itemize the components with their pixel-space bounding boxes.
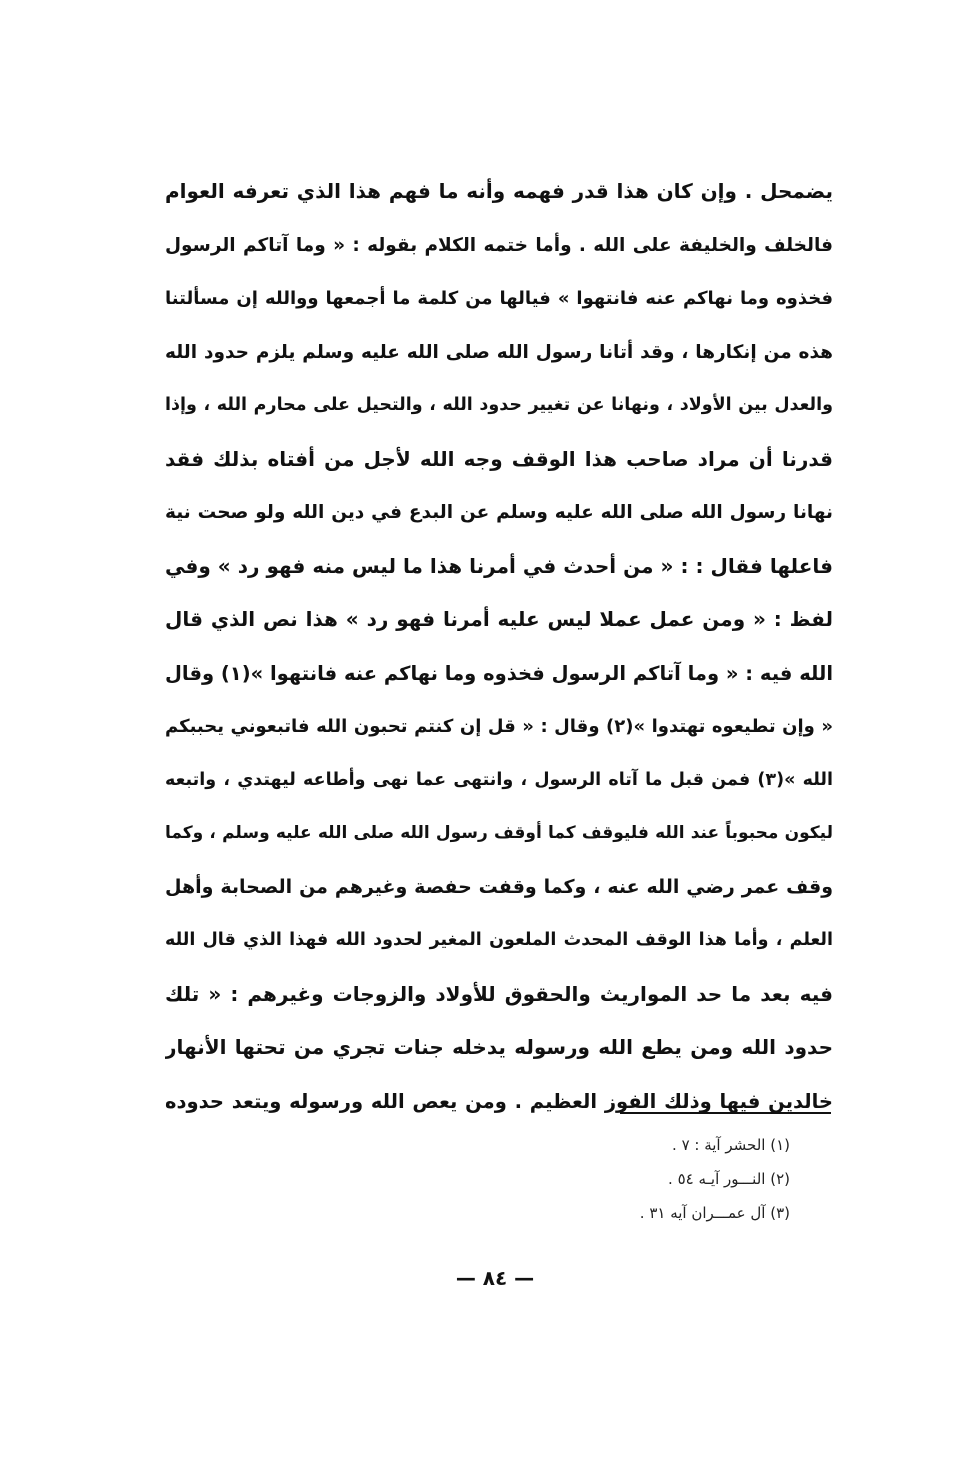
text-line: والعدل بين الأولاد ، ونهانا عن تغيير حدود الله ، والتحيل على محارم الله ، وإذا xyxy=(165,395,833,415)
page-number: — ٨٤ — xyxy=(455,1266,535,1290)
text-line: ليكون محبوباً عند الله فليوقف كما أوقف رسول الله صلى الله عليه وسلم ، وكما xyxy=(165,823,833,843)
footnote-1: (١) الحشر آية : ٧ . xyxy=(672,1136,790,1154)
text-line: خالدين فيها وذلك الفوز العظيم . ومن يعص الله ورسوله ويتعد حدوده xyxy=(165,1089,833,1113)
text-line: فالخلف والخليفة على الله . وأما ختمه الكلام بقوله : « وما آتاكم الرسول xyxy=(165,234,833,256)
text-line: وقف عمر رضي الله عنه ، وكما وقفت حفصة وغيرهم من الصحابة وأهل xyxy=(165,875,833,898)
text-line: العلم ، وأما هذا الوقف المحدث الملعون المغير لحدود الله فهذا الذي قال الله xyxy=(165,930,833,950)
text-line: حدود الله ومن يطع الله ورسوله يدخله جنات تجري من تحتها الأنهار xyxy=(165,1035,833,1059)
footnote-separator xyxy=(620,1112,831,1114)
text-line: لفظ : « ومن عمل عملا ليس عليه أمرنا فهو رد » هذا نص الذي قال xyxy=(165,607,833,631)
footnote-2: (٢) النـــور آيـه ٥٤ . xyxy=(668,1170,790,1188)
text-line: نهانا رسول الله صلى الله عليه وسلم عن البدع في دين الله ولو صحت نية xyxy=(165,502,833,523)
text-line: يضمحل . وإن كان هذا قدر فهمه وأنه ما فهم هذا الذي تعرفه العوام xyxy=(165,179,833,203)
text-line: قدرنا أن مراد صاحب هذا الوقف وجه الله لأجل من أفتاه بذلك فقد xyxy=(165,446,833,471)
footnote-3: (٣) آل عمـــران آيه ٣١ . xyxy=(639,1204,790,1222)
text-line: فاعلها فقال : : « من أحدث في أمرنا هذا ما ليس منه فهو رد » وفي xyxy=(165,553,833,578)
text-line: الله »(٣) فمن قبل ما آتاه الرسول ، وانتهى عما نهى وأطاعه ليهتدي ، واتبعه xyxy=(165,769,833,790)
text-line: فخذوه وما نهاكم عنه فانتهوا » فيالها من كلمة ما أجمعها ووالله إن مسألتنا xyxy=(165,288,833,309)
footnotes xyxy=(520,1128,790,1230)
text-line: فيه بعد ما حد المواريث والحقوق للأولاد والزوجات وغيرهم : « تلك xyxy=(165,981,833,1006)
text-line: الله فيه : « وما آتاكم الرسول فخذوه وما نهاكم عنه فانتهوا »(١) وقال xyxy=(165,661,833,685)
text-line: « وإن تطيعوه تهتدوا »(٢) وقال : « قل إن كنتم تحبون الله فاتبعوني يحببكم xyxy=(165,716,833,737)
body-text xyxy=(165,165,833,1128)
text-line: هذه من إنكارها ، وقد أتانا رسول الله صلى الله عليه وسلم يلزم حدود الله xyxy=(165,341,833,363)
